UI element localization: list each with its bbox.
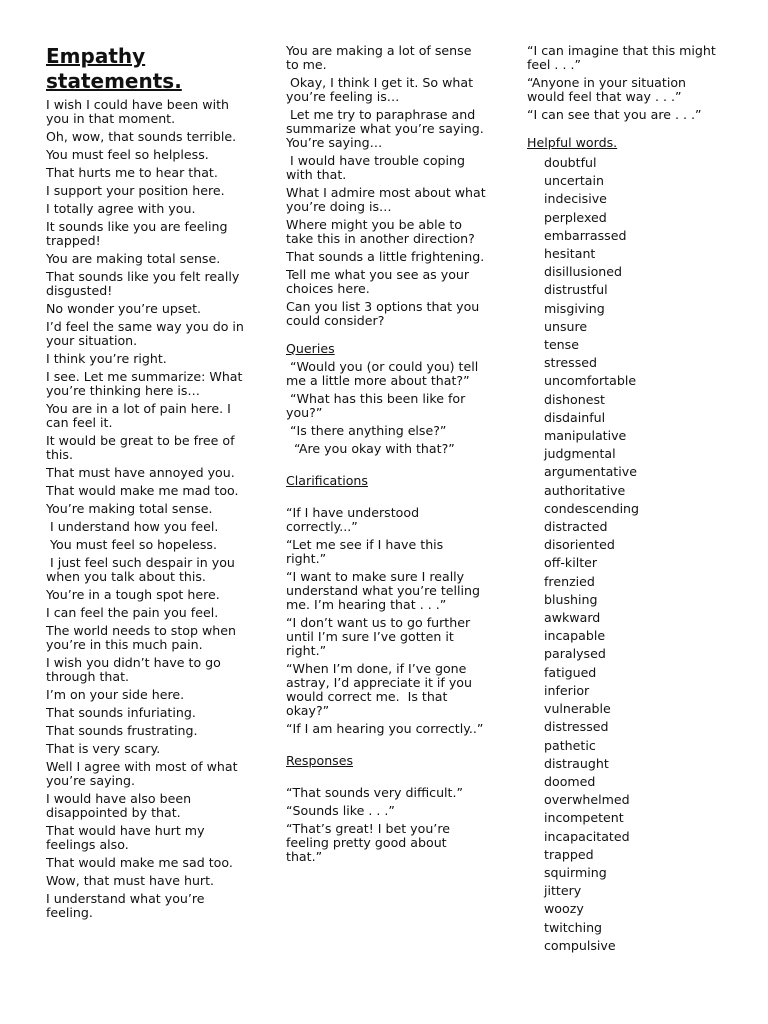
clarification-item: “Let me see if I have this right.” — [286, 537, 448, 566]
list-item: I understand how you feel. — [46, 519, 219, 534]
helpful-word: embarrassed — [544, 227, 627, 243]
helpful-word: twitching — [544, 919, 603, 935]
list-item: “I can see that you are . . .” — [527, 107, 702, 122]
helpful-word: indecisive — [544, 191, 607, 207]
list-item: That would have hurt my feelings also. — [46, 823, 209, 852]
helpful-word: dishonest — [544, 391, 605, 407]
helpful-word: pathetic — [544, 737, 596, 753]
helpful-word: compulsive — [544, 937, 616, 953]
query-item: “Are you okay with that?” — [286, 441, 455, 456]
clarifications-heading: Clarifications — [286, 473, 368, 488]
list-item: I wish you didn’t have to go through that. — [46, 655, 225, 684]
list-item: The world needs to stop when you’re in this much pain. — [46, 623, 241, 652]
list-item: I wish I could have been with you in that moment. — [46, 97, 234, 126]
clarifications-list — [286, 506, 486, 736]
helpful-word: distracted — [544, 519, 608, 535]
list-item: That sounds a little frightening. — [286, 249, 485, 264]
helpful-word: distressed — [544, 719, 609, 735]
list-item: You’re in a tough spot here. — [46, 587, 220, 602]
list-item: That sounds frustrating. — [46, 723, 198, 738]
helpful-word: jittery — [544, 883, 582, 899]
helpful-word: tense — [544, 337, 579, 353]
helpful-word: vulnerable — [544, 701, 611, 717]
helpful-word: distrustful — [544, 282, 608, 298]
page-title: Empathy statements. — [46, 44, 182, 93]
list-item: It sounds like you are feeling trapped! — [46, 219, 232, 248]
helpful-word: doomed — [544, 773, 596, 789]
helpful-word: disillusioned — [544, 264, 623, 280]
helpful-word: squirming — [544, 864, 607, 880]
clarification-item: “I want to make sure I really understand what you’re telling me. I’m hearing that . . .” — [286, 569, 484, 612]
helpful-word: off-kilter — [544, 555, 598, 571]
clarification-item: “When I’m done, if I’ve gone astray, I’d appreciate it if you would correct me. Is that okay?” — [286, 661, 477, 718]
list-item: I understand what you’re feeling. — [46, 891, 209, 920]
list-item: “I can imagine that this might feel . . .” — [527, 43, 720, 72]
list-item: You must feel so helpless. — [46, 147, 209, 162]
list-item: That is very scary. — [46, 741, 161, 756]
helpful-word: fatigued — [544, 664, 597, 680]
helpful-word: authoritative — [544, 482, 626, 498]
queries-list — [286, 360, 486, 456]
responses-heading: Responses — [286, 753, 354, 768]
helpful-words-list — [527, 154, 727, 955]
list-item: Tell me what you see as your choices here. — [286, 267, 474, 296]
statement-list — [527, 44, 727, 122]
helpful-word: overwhelmed — [544, 792, 630, 808]
statement-list — [286, 43, 490, 328]
helpful-word: distraught — [544, 755, 609, 771]
list-item: You are in a lot of pain here. I can feel it. — [46, 401, 235, 430]
list-item: You must feel so hopeless. — [46, 537, 217, 552]
query-item: “Would you (or could you) tell me a little more about that?” — [286, 359, 483, 388]
list-item: That would make me sad too. — [46, 855, 233, 870]
list-item: That sounds infuriating. — [46, 705, 196, 720]
list-item: Let me try to paraphrase and summarize what you’re saying. You’re saying… — [286, 107, 488, 150]
clarification-item: “If I am hearing you correctly..” — [286, 721, 484, 736]
list-item: I just feel such despair in you when you talk about this. — [46, 555, 239, 584]
helpful-word: trapped — [544, 846, 594, 862]
list-item: You’re making total sense. — [46, 501, 213, 516]
helpful-word: frenzied — [544, 573, 595, 589]
helpful-word: doubtful — [544, 155, 597, 170]
list-item: That must have annoyed you. — [46, 465, 235, 480]
helpful-word: inferior — [544, 682, 590, 698]
helpful-word: paralysed — [544, 646, 606, 662]
list-item: “Anyone in your situation would feel that way . . .” — [527, 75, 691, 104]
empathy-statement-list — [46, 98, 246, 920]
list-item: Well I agree with most of what you’re saying. — [46, 759, 242, 788]
helpful-word: hesitant — [544, 246, 596, 262]
list-item: Wow, that must have hurt. — [46, 873, 215, 888]
helpful-word: awkward — [544, 610, 601, 626]
helpful-word: argumentative — [544, 464, 637, 480]
list-item: Can you list 3 options that you could consider? — [286, 299, 484, 328]
helpful-word: judgmental — [544, 446, 616, 462]
helpful-word: unsure — [544, 318, 588, 334]
helpful-word: misgiving — [544, 300, 605, 316]
list-item: I’d feel the same way you do in your situation. — [46, 319, 248, 348]
list-item: Where might you be able to take this in another direction? — [286, 217, 475, 246]
list-item: That hurts me to hear that. — [46, 165, 218, 180]
list-item: You are making total sense. — [46, 251, 221, 266]
list-item: You are making a lot of sense to me. — [286, 43, 476, 72]
list-item: That sounds like you felt really disgusted! — [46, 269, 244, 298]
helpful-word: incompetent — [544, 810, 624, 826]
list-item: What I admire most about what you’re doing is… — [286, 185, 490, 214]
list-item: It would be great to be free of this. — [46, 433, 239, 462]
helpful-word: disoriented — [544, 537, 615, 553]
response-item: “Sounds like . . .” — [286, 803, 395, 818]
query-item: “Is there anything else?” — [286, 423, 447, 438]
helpful-word: disdainful — [544, 409, 606, 425]
helpful-word: blushing — [544, 591, 598, 607]
helpful-word: perplexed — [544, 209, 607, 225]
list-item: I would have also been disappointed by that. — [46, 791, 196, 820]
query-item: “What has this been like for you?” — [286, 391, 470, 420]
list-item: I think you’re right. — [46, 351, 167, 366]
helpful-word: incapacitated — [544, 828, 630, 844]
clarification-item: “I don’t want us to go further until I’m sure I’ve gotten it right.” — [286, 615, 475, 658]
column-middle — [286, 43, 490, 868]
list-item: I’m on your side here. — [46, 687, 185, 702]
list-item: That would make me mad too. — [46, 483, 239, 498]
helpful-word: stressed — [544, 355, 598, 371]
helpful-word: woozy — [544, 901, 584, 917]
column-empathy-statements — [46, 44, 246, 924]
list-item: No wonder you’re upset. — [46, 301, 202, 316]
helpful-words-heading: Helpful words. — [527, 135, 618, 150]
column-right — [527, 44, 727, 955]
response-item: “That sounds very difficult.” — [286, 785, 464, 800]
clarification-item: “If I have understood correctly...” — [286, 505, 424, 534]
list-item: Okay, I think I get it. So what you’re feeling is… — [286, 75, 478, 104]
helpful-word: uncomfortable — [544, 373, 637, 389]
list-item: I see. Let me summarize: What you’re thinking here is… — [46, 369, 247, 398]
helpful-word: condescending — [544, 500, 640, 516]
list-item: I support your position here. — [46, 183, 225, 198]
responses-list — [286, 786, 486, 864]
helpful-word: incapable — [544, 628, 606, 644]
queries-heading: Queries — [286, 341, 335, 356]
helpful-word: manipulative — [544, 428, 627, 444]
response-item: “That’s great! I bet you’re feeling pretty good about that.” — [286, 821, 454, 864]
helpful-word: uncertain — [544, 173, 604, 189]
list-item: I would have trouble coping with that. — [286, 153, 470, 182]
list-item: I can feel the pain you feel. — [46, 605, 219, 620]
list-item: Oh, wow, that sounds terrible. — [46, 129, 237, 144]
list-item: I totally agree with you. — [46, 201, 196, 216]
